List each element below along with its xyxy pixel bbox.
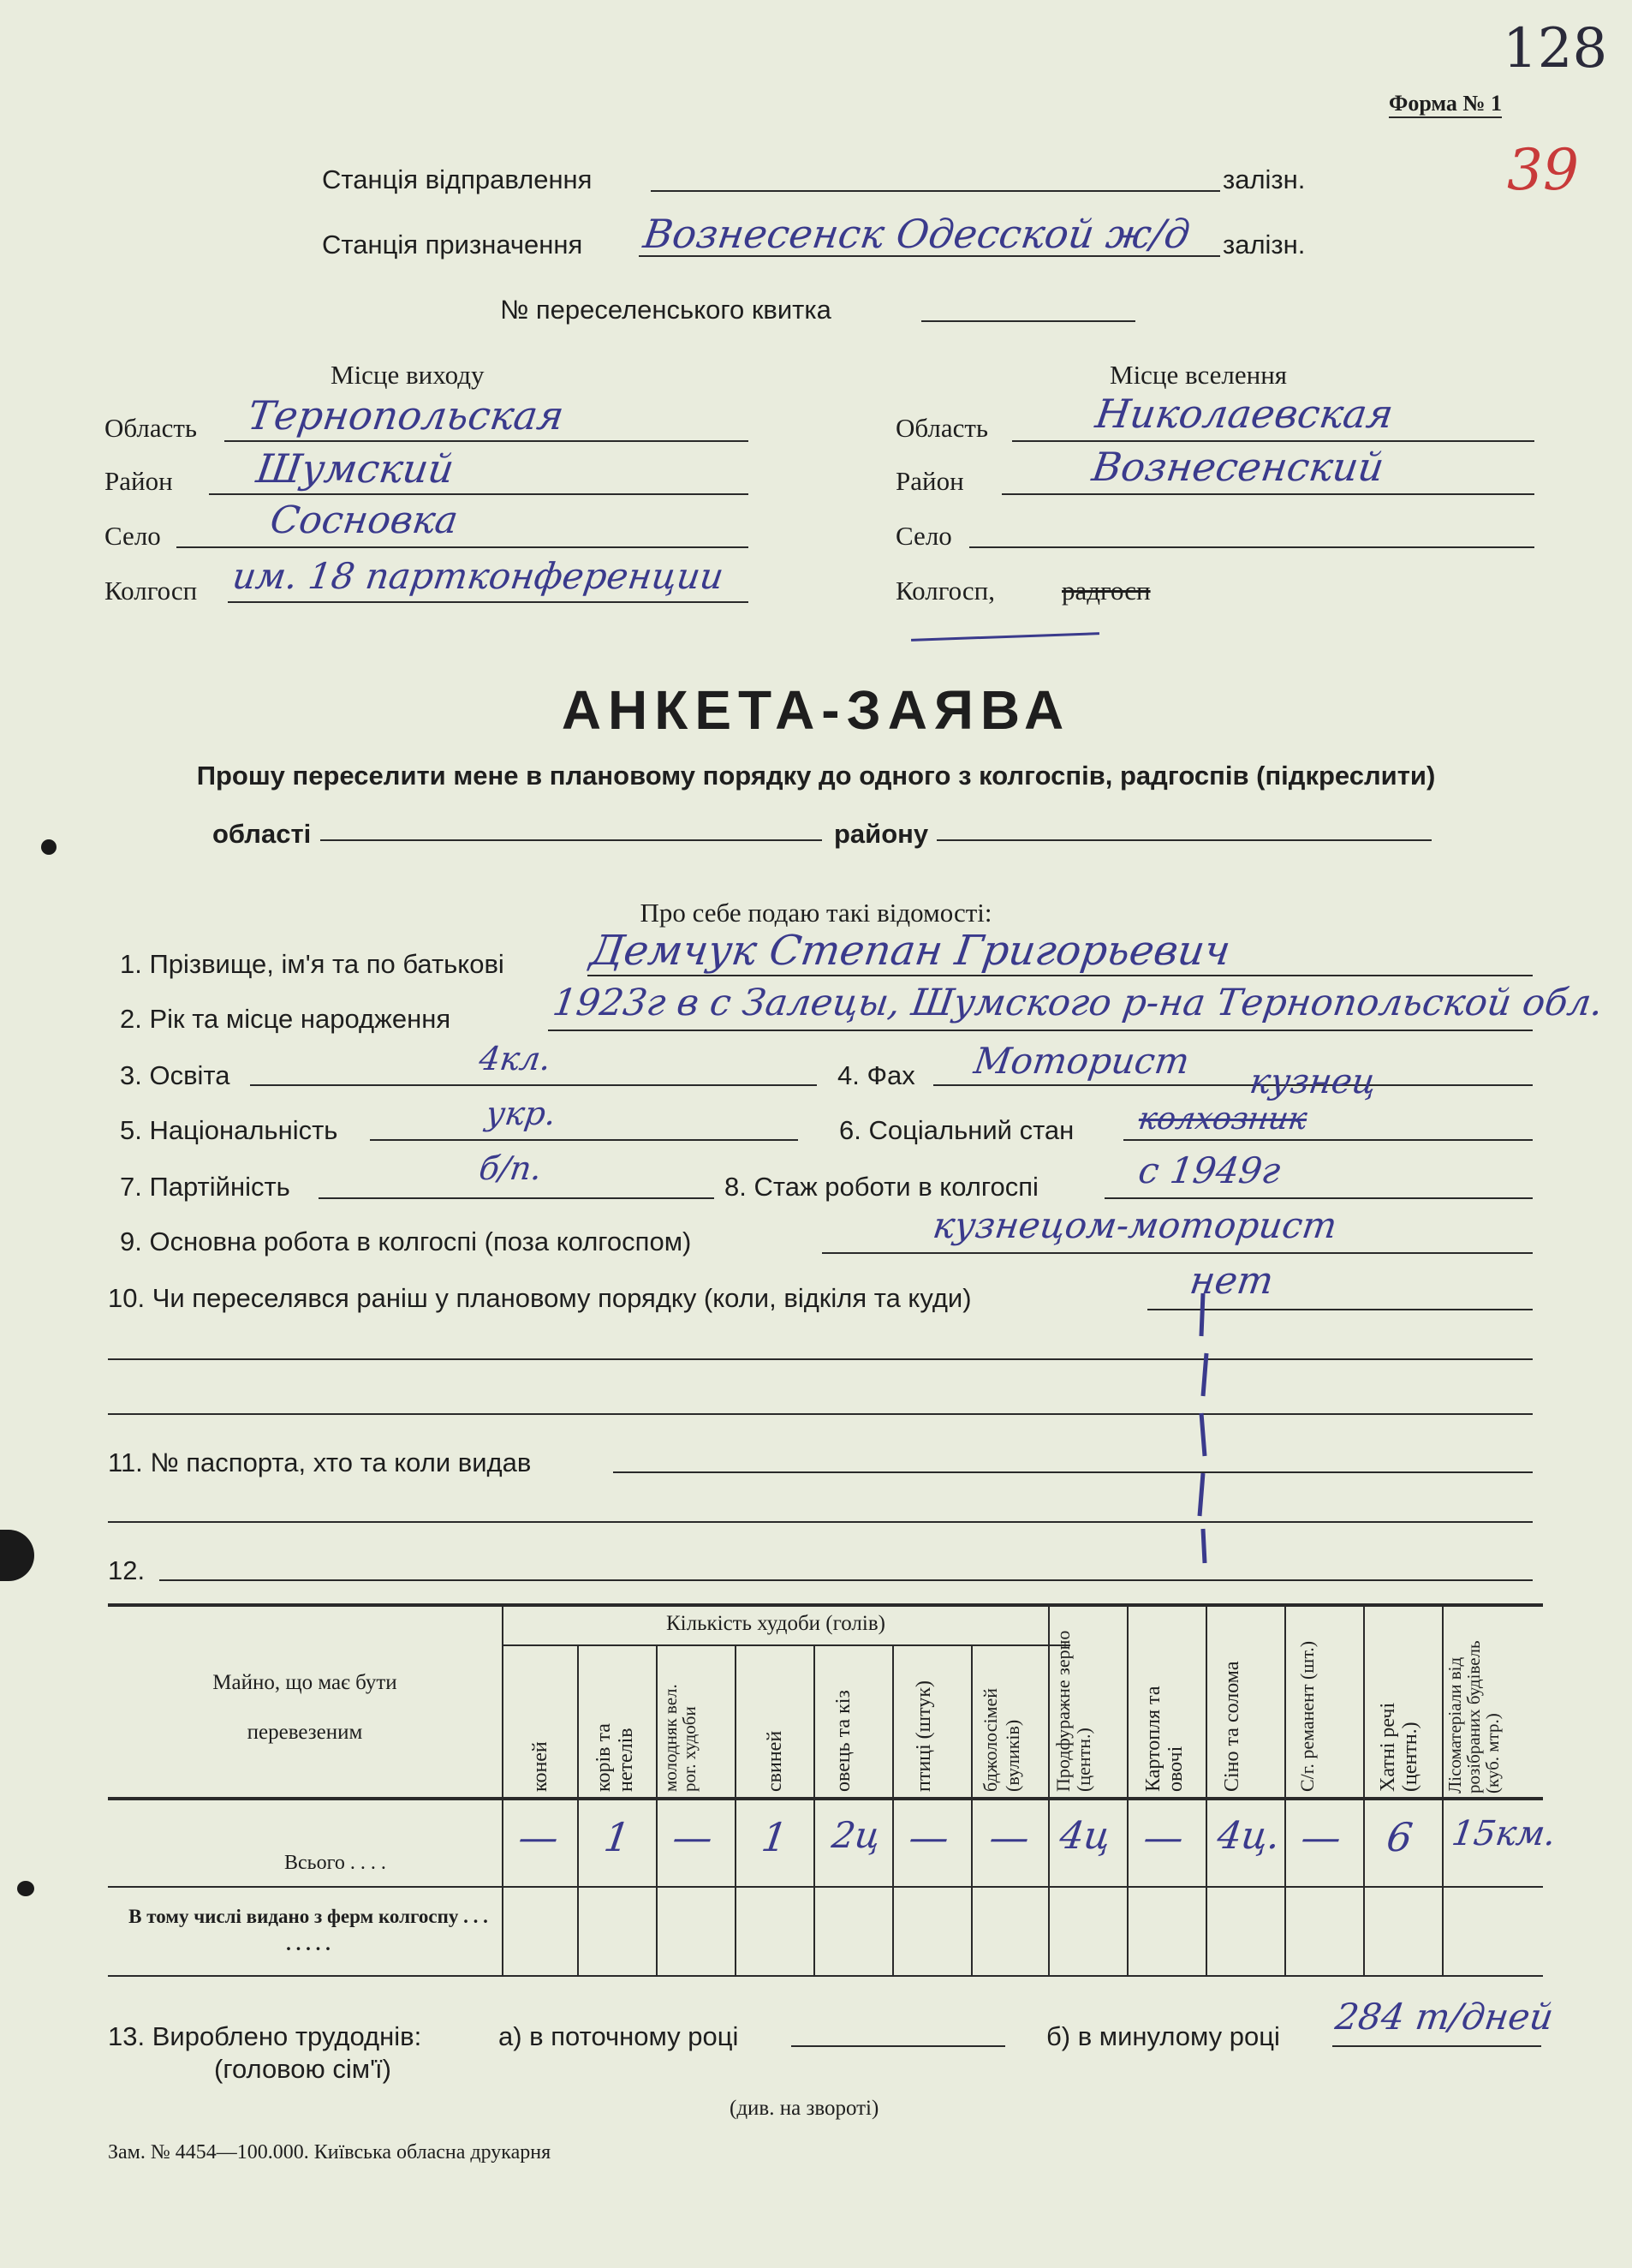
see-reverse-note: (див. на звороті) <box>730 2097 879 2120</box>
workdays-current-label: а) в поточному році <box>498 2021 739 2051</box>
info-header: Про себе подаю такі відомості: <box>640 898 992 928</box>
col-border-6 <box>892 1644 894 1975</box>
oblasti-line <box>320 839 822 841</box>
field-2-value: 1923г в с Залецы, Шумского р-на Тернопольской обл. <box>550 982 1606 1024</box>
field-6-label: 6. Соціальний стан <box>839 1115 1075 1145</box>
destination-raion-line <box>1002 493 1534 495</box>
rayonu-line <box>937 839 1432 841</box>
workdays-previous-line <box>1332 2045 1541 2047</box>
field-11-line-2 <box>108 1521 1533 1523</box>
field-5-value: укр. <box>483 1095 559 1132</box>
page-number: 128 <box>1503 17 1608 81</box>
destination-kolhosp-label: Колгосп, <box>896 576 996 606</box>
total-value-13: 15км. <box>1449 1814 1558 1853</box>
red-number: 39 <box>1507 137 1579 203</box>
total-value-8: 4ц <box>1057 1814 1114 1858</box>
field-3-line <box>250 1084 817 1086</box>
col-header-12: Хатні речі (центн.) <box>1377 1702 1421 1792</box>
destination-oblast-value: Николаевская <box>1093 391 1397 437</box>
ink-spot <box>41 839 57 855</box>
total-value-11: — <box>1298 1814 1344 1860</box>
departure-station-line <box>651 190 1220 192</box>
origin-oblast-line <box>224 440 748 442</box>
col-header-5: овець та кіз <box>832 1690 855 1792</box>
col-border-10 <box>1206 1603 1207 1975</box>
col-header-9: Картопля та овочі <box>1142 1686 1187 1792</box>
ticket-label: № переселенського квитка <box>500 295 831 325</box>
destination-oblast-line <box>1012 440 1534 442</box>
field-10-line-2 <box>108 1358 1533 1360</box>
arrival-station-label: Станція призначення <box>322 230 583 260</box>
destination-raion-label: Район <box>896 466 964 496</box>
field-4-line <box>933 1084 1533 1086</box>
field-6-line <box>1123 1139 1533 1141</box>
col-header-13: Лісоматеріали від розібраних будівель (куб. мтр.) <box>1444 1640 1503 1794</box>
table-top-border <box>108 1603 1543 1607</box>
field-9-value: кузнецом-моторист <box>930 1204 1340 1246</box>
origin-raion-label: Район <box>104 466 173 496</box>
field-7-value: б/п. <box>476 1149 545 1187</box>
field-2-label: 2. Рік та місце народження <box>120 1004 451 1034</box>
col-header-10: Сіно та солома <box>1221 1661 1243 1792</box>
origin-raion-line <box>209 493 748 495</box>
arrival-rail-suffix: залізн. <box>1223 230 1306 260</box>
col-border-13 <box>1442 1603 1444 1975</box>
table-bottom-border <box>108 1975 1543 1977</box>
field-7-label: 7. Партійність <box>120 1172 290 1202</box>
total-value-6: — <box>906 1814 952 1860</box>
col-header-8: Продфуражне зерно (центн.) <box>1052 1630 1094 1792</box>
field-5-line <box>370 1139 798 1141</box>
field-1-value: Демчук Степан Григорьевич <box>587 927 1234 975</box>
handwritten-dash-mark <box>1186 1285 1220 1567</box>
col-header-1: коней <box>529 1741 551 1792</box>
origin-oblast-value: Тернопольская <box>245 392 567 439</box>
origin-oblast-label: Область <box>104 413 198 443</box>
total-value-2: 1 <box>601 1814 634 1860</box>
oblasti-label: області <box>212 819 312 849</box>
ticket-line <box>921 320 1135 322</box>
field-10-line-3 <box>108 1413 1533 1415</box>
workdays-current-line <box>791 2045 1005 2047</box>
col-border-4 <box>735 1644 736 1975</box>
field-12-label: 12. <box>108 1555 146 1585</box>
field-5-label: 5. Національність <box>120 1115 338 1145</box>
farm-row-label: В тому числі видано з ферм колгоспу . . . . . . . . <box>128 1906 488 1955</box>
origin-kolhosp-value: им. 18 партконференции <box>229 555 727 597</box>
col-border-12 <box>1363 1603 1365 1975</box>
total-value-4: 1 <box>759 1814 791 1860</box>
field-4-value-extra: кузнец <box>1247 1062 1379 1101</box>
origin-kolhosp-label: Колгосп <box>104 576 198 606</box>
origin-header: Місце виходу <box>331 360 485 390</box>
origin-kolhosp-line <box>228 601 748 603</box>
col-border-3 <box>656 1644 658 1975</box>
form-number: Форма № 1 <box>1389 91 1502 118</box>
departure-station-label: Станція відправлення <box>322 164 593 194</box>
form-title: АНКЕТА-ЗАЯВА <box>561 679 1071 741</box>
col-header-4: свиней <box>764 1730 786 1792</box>
workdays-previous-label: б) в минулому році <box>1046 2021 1280 2051</box>
total-row-label: Всього . . . . <box>284 1852 386 1874</box>
field-8-label: 8. Стаж роботи в колгоспі <box>724 1172 1039 1202</box>
field-12-line <box>159 1579 1533 1581</box>
request-text: Прошу переселити мене в плановому порядку до одного з колгоспів, радгоспів (підкреслити) <box>196 761 1436 791</box>
origin-raion-value: Шумский <box>253 445 457 492</box>
col-border-9 <box>1127 1603 1129 1975</box>
field-9-label: 9. Основна робота в колгоспі (поза колгоспом) <box>120 1227 692 1256</box>
col-border-11 <box>1284 1603 1286 1975</box>
destination-selo-line <box>969 546 1534 548</box>
field-6-value: колхозник <box>1136 1101 1309 1137</box>
destination-radhosp-label: радгосп <box>1062 576 1151 606</box>
field-4-value: Моторист <box>971 1040 1193 1082</box>
total-value-9: — <box>1141 1814 1187 1860</box>
total-value-1: — <box>515 1814 562 1860</box>
printer-note: Зам. № 4454—100.000. Київська обласна друкарня <box>108 2141 551 2164</box>
total-value-10: 4ц. <box>1214 1814 1284 1858</box>
table-row-border <box>108 1886 1543 1888</box>
arrival-station-value: Вознесенск Одесской ж/д <box>640 211 1194 257</box>
field-10-value: нет <box>1187 1259 1277 1303</box>
field-1-label: 1. Прізвище, ім'я та по батькові <box>120 949 504 979</box>
property-table <box>108 1603 1558 1977</box>
field-11-line <box>613 1471 1533 1473</box>
field-10-label: 10. Чи переселявся раніш у плановому порядку (коли, відкіля та куди) <box>108 1283 972 1313</box>
departure-rail-suffix: залізн. <box>1223 164 1306 194</box>
destination-header: Місце вселення <box>1110 360 1288 390</box>
rayonu-label: району <box>834 819 929 849</box>
col-header-11: С/г. реманент (шт.) <box>1296 1640 1318 1792</box>
total-value-5: 2ц <box>829 1814 884 1856</box>
col-border-2 <box>577 1644 579 1975</box>
binding-hole-mark <box>0 1530 34 1581</box>
col-header-7: бджолосімей (вуликів) <box>980 1687 1023 1792</box>
col-header-3: молодняк вел. рог. худоби <box>660 1684 700 1792</box>
destination-selo-label: Село <box>896 521 952 551</box>
destination-raion-value: Вознесенский <box>1089 444 1387 490</box>
field-9-line <box>822 1252 1533 1254</box>
field-11-label: 11. № паспорта, хто та коли видав <box>108 1447 532 1477</box>
livestock-header: Кількість худоби (голів) <box>666 1612 885 1635</box>
field-3-value: 4кл. <box>476 1040 554 1077</box>
field-8-value: с 1949г <box>1135 1149 1284 1191</box>
destination-oblast-label: Область <box>896 413 989 443</box>
property-label: Майно, що має бути перевезеним <box>212 1671 397 1744</box>
total-value-7: — <box>986 1814 1033 1860</box>
field-3-label: 3. Освіта <box>120 1060 230 1090</box>
field-7-line <box>319 1197 714 1199</box>
field-2-line <box>548 1030 1533 1031</box>
table-header-border <box>108 1797 1543 1800</box>
workdays-previous-value: 284 т/дней <box>1332 1996 1557 2038</box>
livestock-header-border <box>502 1644 1070 1646</box>
field-4-label: 4. Фах <box>837 1060 915 1090</box>
col-border-7 <box>971 1644 973 1975</box>
col-header-2: корів та нетелів <box>593 1723 637 1792</box>
workdays-sublabel: (головою сім'ї) <box>214 2054 391 2084</box>
col-border-1 <box>502 1603 503 1975</box>
origin-selo-label: Село <box>104 521 161 551</box>
origin-selo-line <box>176 546 748 548</box>
ink-spot-2 <box>17 1881 34 1896</box>
col-border-5 <box>813 1644 815 1975</box>
col-border-8 <box>1048 1603 1050 1975</box>
destination-underline-mark <box>911 632 1099 642</box>
origin-selo-value: Сосновка <box>267 498 461 542</box>
field-1-line <box>587 975 1533 976</box>
col-header-6: птиці (штук) <box>913 1680 935 1792</box>
total-value-12: 6 <box>1384 1814 1416 1860</box>
total-value-3: — <box>670 1814 716 1860</box>
field-8-line <box>1105 1197 1533 1199</box>
workdays-label: 13. Вироблено трудоднів: <box>108 2021 422 2051</box>
